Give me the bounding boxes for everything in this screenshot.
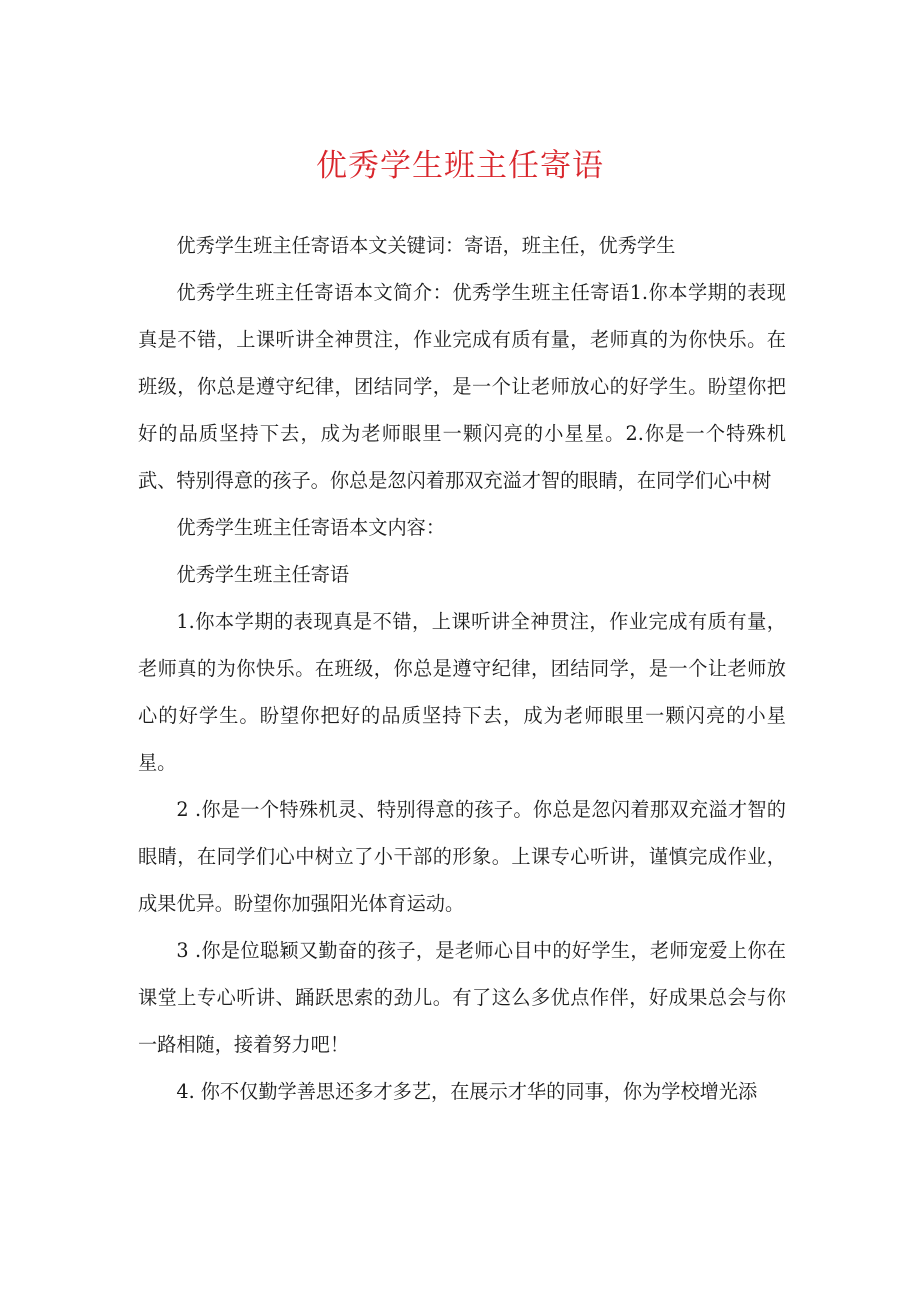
document-title: 优秀学生班主任寄语 [316,148,604,184]
message-paragraph-1: 1.你本学期的表现真是不错，上课听讲全神贯注，作业完成有质有量，老师真的为你快乐。在班级，你总是遵守纪律，团结同学，是一个让老师放心的好学生。盼望你把好的品质坚持下去，成为老师眼里一颗闪亮的小星星。 [138,610,786,774]
summary-paragraph: 优秀学生班主任寄语本文简介：优秀学生班主任寄语1.你本学期的表现真是不错，上课听讲全神贯注，作业完成有质有量，老师真的为你快乐。在班级，你总是遵守纪律，团结同学，是一个让老师放心的好学生。盼望你把好的品质坚持下去，成为老师眼里一颗闪亮的小星星。2.你是一个特殊机武、特别得意的孩子。你总是忽闪着那双充溢才智的眼睛，在同学们心中树 [138,281,786,492]
message-paragraph-2: 2 .你是一个特殊机灵、特别得意的孩子。你总是忽闪着那双充溢才智的眼睛，在同学们心中树立了小干部的形象。上课专心听讲，谨慎完成作业，成果优异。盼望你加强阳光体育运动。 [138,798,786,915]
content-label-paragraph: 优秀学生班主任寄语本文内容： [176,516,446,539]
message-paragraph-3: 3 .你是位聪颖又勤奋的孩子，是老师心目中的好学生，老师宠爱上你在课堂上专心听讲、踊跃思索的劲儿。有了这么多优点作伴，好成果总会与你一路相随，接着努力吧！ [138,939,786,1056]
subtitle-paragraph: 优秀学生班主任寄语 [176,563,350,586]
message-paragraph-4: 4. 你不仅勤学善思还多才多艺，在展示才华的同事，你为学校增光添 [176,1080,758,1103]
document-body [138,222,786,1115]
keywords-paragraph: 优秀学生班主任寄语本文关键词：寄语，班主任，优秀学生 [176,234,676,257]
